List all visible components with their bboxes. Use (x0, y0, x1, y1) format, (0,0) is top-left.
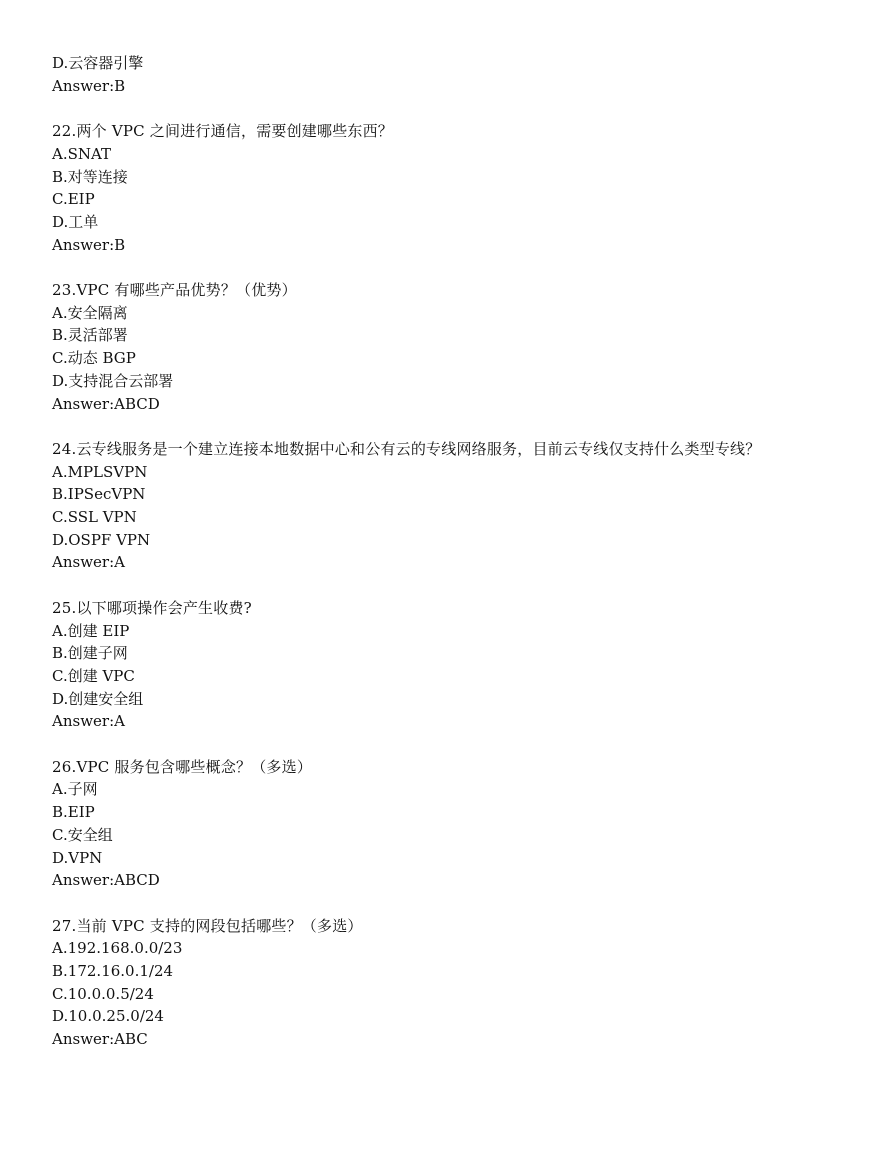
option-c: C.10.0.0.5/24 (52, 984, 154, 1003)
option-b: B.IPSecVPN (52, 485, 146, 504)
option-a: A.MPLSVPN (52, 462, 148, 481)
answer-line: Answer:B (52, 235, 126, 254)
question-text: 24.云专线服务是一个建立连接本地数据中心和公有云的专线网络服务，目前云专线仅支持什么类型专线？ (52, 439, 761, 458)
option-b: B.EIP (52, 803, 95, 822)
answer-line: Answer:A (52, 712, 125, 731)
option-b: B.172.16.0.1/24 (52, 962, 174, 981)
option-d: D.工单 (52, 212, 99, 231)
option-d: D.VPN (52, 848, 103, 867)
answer-line: Answer:ABC (52, 1030, 148, 1049)
question-text: 22.两个 VPC 之间进行通信，需要创建哪些东西？ (52, 122, 393, 141)
option-a: A.子网 (52, 780, 98, 799)
answer-line: Answer:ABCD (52, 394, 160, 413)
spacer (52, 97, 852, 120)
question-text: 26.VPC 服务包含哪些概念？（多选） (52, 757, 313, 776)
spacer (52, 892, 852, 915)
answer-line: Answer:ABCD (52, 871, 160, 890)
option-a: A.SNAT (52, 144, 112, 163)
option-c: C.SSL VPN (52, 508, 137, 527)
option-c: C.安全组 (52, 825, 113, 844)
question-block-24 (52, 438, 852, 574)
option-b: B.灵活部署 (52, 326, 128, 345)
question-block-26 (52, 756, 852, 892)
question-block-23 (52, 279, 852, 415)
option-a: A.192.168.0.0/23 (52, 939, 183, 958)
option-c: C.动态 BGP (52, 349, 136, 368)
option-d: D.支持混合云部署 (52, 371, 174, 390)
option-b: B.对等连接 (52, 167, 128, 186)
option-a: A.创建 EIP (52, 621, 130, 640)
option-d: D.10.0.25.0/24 (52, 1007, 164, 1026)
spacer (52, 256, 852, 279)
answer-line: Answer:A (52, 553, 125, 572)
quiz-document (52, 52, 852, 1051)
option-c: C.EIP (52, 190, 95, 209)
question-text: 27.当前 VPC 支持的网段包括哪些？（多选） (52, 916, 363, 935)
option-b: B.创建子网 (52, 644, 128, 663)
spacer (52, 574, 852, 597)
question-block-27 (52, 915, 852, 1051)
option-a: A.安全隔离 (52, 303, 128, 322)
question-block-25 (52, 597, 852, 733)
option-d: D.创建安全组 (52, 689, 144, 708)
spacer (52, 733, 852, 756)
option-c: C.创建 VPC (52, 666, 135, 685)
question-text: 23.VPC 有哪些产品优势？（优势） (52, 281, 297, 299)
option-d: D.OSPF VPN (52, 530, 151, 549)
option-d: D.云容器引擎 (52, 54, 144, 72)
previous-question-tail (52, 52, 852, 97)
answer-line: Answer:B (52, 76, 126, 95)
question-block-22 (52, 120, 852, 256)
question-text: 25.以下哪项操作会产生收费? (52, 598, 252, 617)
spacer (52, 415, 852, 438)
